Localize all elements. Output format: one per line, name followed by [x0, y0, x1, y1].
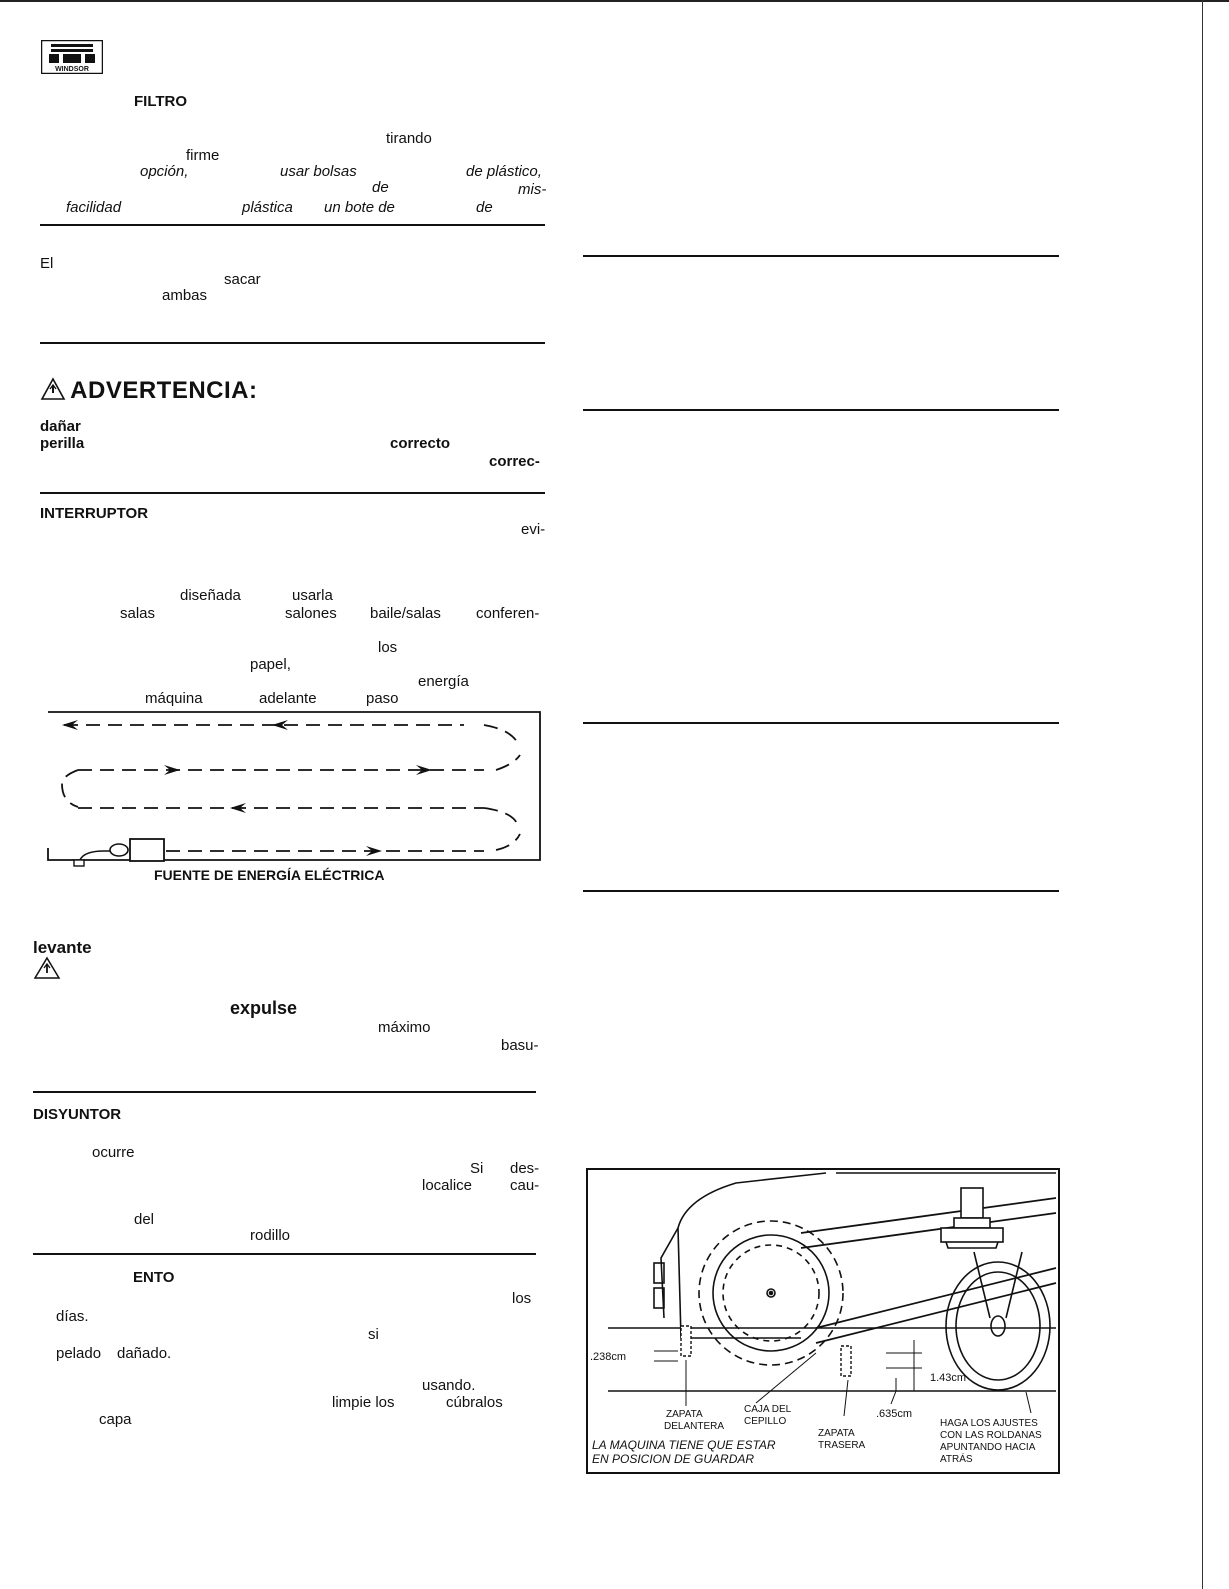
page-top-border [0, 0, 1229, 2]
diagram-label: ZAPATA [818, 1428, 855, 1439]
filter-word: de [476, 199, 493, 216]
section-divider [583, 890, 1059, 892]
diagram-label: ATRÁS [940, 1454, 973, 1465]
body-word: usando. [422, 1377, 476, 1394]
section-divider [33, 1091, 536, 1093]
body-word: conferen- [476, 605, 540, 622]
interruptor-heading: INTERRUPTOR [40, 505, 149, 522]
body-word: días. [56, 1308, 89, 1325]
disyuntor-heading: DISYUNTOR [33, 1106, 122, 1123]
filter-word: plástica [242, 199, 293, 216]
body-word: si [368, 1326, 379, 1343]
body-word: los [378, 639, 398, 656]
warning-heading-row [40, 377, 258, 405]
body-word: máximo [378, 1019, 431, 1036]
warning-word: dañar [40, 418, 81, 435]
filter-heading: FILTRO [134, 93, 188, 110]
body-word: ocurre [92, 1144, 135, 1161]
filter-word: tirando [386, 130, 432, 147]
body-word: ambas [162, 287, 208, 304]
body-word: diseñada [180, 587, 241, 604]
rear-shoe-dim: .635cm [876, 1408, 913, 1420]
filter-word: de plástico, [466, 163, 542, 180]
diagram-label: TRASERA [818, 1440, 866, 1451]
page-right-border [1202, 0, 1203, 1589]
warning-word: correc- [489, 453, 540, 470]
diagram-label: CAJA DEL [744, 1404, 792, 1415]
body-word: evi- [521, 521, 546, 538]
body-word: paso [366, 690, 399, 707]
body-word: limpie los [332, 1394, 395, 1411]
rear-shoe [841, 1346, 851, 1376]
section-divider [40, 492, 545, 494]
body-word: cúbralos [446, 1394, 503, 1411]
body-word: sacar [224, 271, 261, 288]
brush-adjustment-diagram [586, 1168, 1060, 1478]
section-divider [40, 342, 545, 344]
mantenimiento-heading: ENTO [133, 1269, 175, 1286]
diagram-label: APUNTANDO HACIA [940, 1442, 1036, 1453]
body-word: pelado [56, 1345, 102, 1362]
body-word: del [134, 1211, 155, 1228]
body-word: adelante [259, 690, 317, 707]
diagram-note: EN POSICION DE GUARDAR [592, 1452, 755, 1466]
warning-title: ADVERTENCIA: [70, 377, 258, 404]
body-word: cau- [510, 1177, 540, 1194]
body-word: El [40, 255, 54, 272]
front-shoe-dim: .238cm [590, 1351, 627, 1363]
logo-wordmark: WINDSOR [55, 66, 89, 73]
body-word: rodillo [250, 1227, 291, 1244]
diagram-label: CON LAS ROLDANAS [940, 1430, 1042, 1441]
front-shoe [681, 1326, 691, 1356]
warning-triangle-icon [33, 956, 61, 980]
body-word: des- [510, 1160, 540, 1177]
diagram-label: DELANTERA [664, 1421, 725, 1432]
body-word: dañado. [117, 1345, 172, 1362]
warning-triangle-icon [40, 377, 66, 401]
section-divider [583, 409, 1059, 411]
body-word: máquina [145, 690, 203, 707]
filter-word: un bote de [324, 199, 395, 216]
section-divider [33, 1253, 536, 1255]
warning-word: correcto [390, 435, 451, 452]
body-word: levante [33, 938, 92, 957]
body-word: usarla [292, 587, 333, 604]
body-word: papel, [250, 656, 291, 673]
filter-word: facilidad [66, 199, 122, 216]
body-word: energía [418, 673, 469, 690]
filter-word: de [372, 179, 389, 196]
body-word: los [512, 1290, 532, 1307]
filter-word: usar bolsas [280, 163, 357, 180]
body-word: localice [422, 1177, 473, 1194]
filter-word: firme [186, 147, 220, 164]
body-word: salas [120, 605, 156, 622]
body-word: Si [470, 1160, 484, 1177]
body-word: capa [99, 1411, 132, 1428]
filter-word: mis- [518, 181, 547, 198]
body-word: basu- [501, 1037, 539, 1054]
diagram-label: ZAPATA [666, 1409, 703, 1420]
body-word: salones [285, 605, 337, 622]
section-divider [583, 722, 1059, 724]
diagram-label: CEPILLO [744, 1416, 787, 1427]
power-outlet-icon [74, 839, 164, 866]
filter-word: opción, [140, 163, 189, 180]
cleaning-path-diagram [44, 708, 544, 872]
path-diagram-caption: FUENTE DE ENERGÍA ELÉCTRICA [154, 867, 385, 883]
section-divider [583, 255, 1059, 257]
windsor-logo [41, 40, 103, 78]
diagram-note: LA MAQUINA TIENE QUE ESTAR [592, 1438, 776, 1452]
brush-dim: 1.43cm [930, 1372, 967, 1384]
warning-word: perilla [40, 435, 85, 452]
diagram-label: HAGA LOS AJUSTES [940, 1418, 1038, 1429]
body-word: baile/salas [370, 605, 441, 622]
section-divider [40, 224, 545, 226]
body-word: expulse [230, 998, 298, 1018]
